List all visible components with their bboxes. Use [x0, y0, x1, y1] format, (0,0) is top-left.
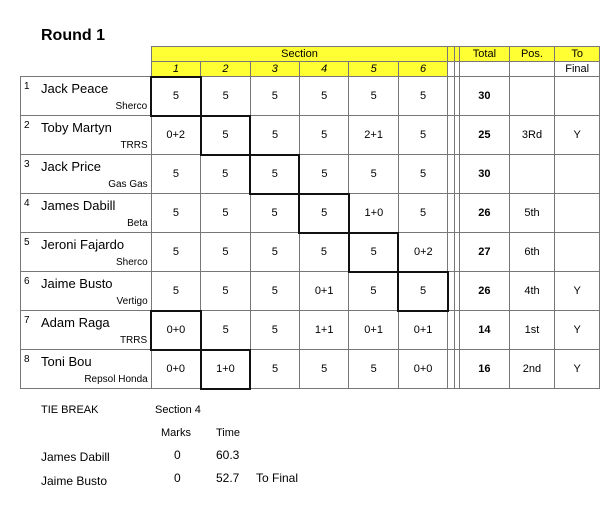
pos-header: Pos.: [509, 47, 555, 62]
rider-rows: [21, 77, 600, 389]
total-score: 26: [460, 272, 510, 311]
section-score: 5: [299, 116, 348, 155]
to-final: Y: [555, 272, 600, 311]
section-score: 5: [250, 272, 299, 311]
section-score: 5: [201, 311, 250, 350]
tiebreak-marks: 0: [174, 448, 181, 462]
to-final: Y: [555, 350, 600, 389]
rider-cell: [21, 155, 152, 194]
section-score: 5: [398, 155, 447, 194]
rider-number: 7: [24, 315, 30, 326]
position: [509, 77, 555, 116]
rider-bike: Beta: [127, 218, 148, 229]
section-score: 5: [349, 272, 398, 311]
tiebreak-time: 52.7: [216, 471, 240, 485]
rider-bike: TRRS: [119, 335, 148, 346]
rider-name: James Dabill: [41, 198, 116, 213]
section-score: 0+1: [299, 272, 348, 311]
rider-name: Toni Bou: [41, 354, 92, 369]
header-row-section: [21, 47, 600, 62]
section-score: 5: [398, 272, 447, 311]
section-score: 5: [299, 77, 348, 116]
section-score: 5: [250, 194, 299, 233]
section-number: 2: [201, 62, 250, 77]
section-score: 5: [151, 233, 200, 272]
section-score: 5: [398, 194, 447, 233]
rider-number: 5: [24, 237, 30, 248]
section-number: 6: [398, 62, 447, 77]
to-final: Y: [555, 116, 600, 155]
section-score: 0+1: [349, 311, 398, 350]
section-score: 5: [201, 233, 250, 272]
rider-name: Jaime Busto: [41, 276, 113, 291]
to-final: [555, 233, 600, 272]
section-score: 0+0: [151, 311, 200, 350]
tiebreak-time: 60.3: [216, 448, 240, 462]
section-score: 5: [151, 77, 200, 116]
position: 1st: [509, 311, 555, 350]
section-number: 3: [250, 62, 299, 77]
rider-row: [21, 194, 600, 233]
total-score: 27: [460, 233, 510, 272]
rider-row: [21, 77, 600, 116]
total-score: 25: [460, 116, 510, 155]
rider-cell: [21, 194, 152, 233]
rider-bike: Sherco: [116, 257, 148, 268]
position: 3Rd: [509, 116, 555, 155]
tiebreak-rider-name: James Dabill: [41, 450, 110, 464]
final-header: Final: [555, 62, 600, 77]
rider-bike: Repsol Honda: [84, 374, 148, 385]
section-number: 4: [299, 62, 348, 77]
section-score: 5: [349, 233, 398, 272]
section-score: 2+1: [349, 116, 398, 155]
rider-row: [21, 350, 600, 389]
section-score: 5: [349, 77, 398, 116]
total-score: 16: [460, 350, 510, 389]
to-final: [555, 155, 600, 194]
rider-number: 2: [24, 120, 30, 131]
tiebreak-time-header: Time: [216, 427, 241, 439]
section-score: 0+1: [398, 311, 447, 350]
rider-number: 4: [24, 198, 30, 209]
section-score: 5: [250, 311, 299, 350]
rider-cell: [21, 116, 152, 155]
section-score: 5: [250, 350, 299, 389]
rider-row: [21, 116, 600, 155]
section-score: 5: [349, 350, 398, 389]
rider-name: Jeroni Fajardo: [41, 237, 125, 252]
total-score: 14: [460, 311, 510, 350]
section-score: 5: [299, 155, 348, 194]
rider-name: Toby Martyn: [41, 120, 112, 135]
section-score: 5: [250, 155, 299, 194]
tiebreak-section: Section 4: [155, 404, 201, 416]
rider-cell: [21, 311, 152, 350]
to-final: [555, 194, 600, 233]
section-score: 5: [349, 155, 398, 194]
section-score: 5: [250, 116, 299, 155]
tiebreak-marks-header: Marks: [161, 427, 191, 439]
section-number: 1: [151, 62, 200, 77]
section-score: 5: [398, 77, 447, 116]
to-final: Y: [555, 311, 600, 350]
rider-number: 1: [24, 81, 30, 92]
section-score: 0+0: [398, 350, 447, 389]
section-score: 1+0: [349, 194, 398, 233]
section-score: 5: [299, 233, 348, 272]
rider-cell: [21, 77, 152, 116]
tiebreak-note: To Final: [256, 471, 299, 485]
rider-cell: [21, 272, 152, 311]
section-score: 5: [201, 194, 250, 233]
total-score: 30: [460, 155, 510, 194]
section-score: 5: [299, 194, 348, 233]
total-header: Total: [460, 47, 510, 62]
rider-bike: Vertigo: [116, 296, 148, 307]
rider-bike: Sherco: [115, 101, 148, 112]
position: 5th: [509, 194, 555, 233]
section-score: 5: [398, 116, 447, 155]
rider-number: 8: [24, 354, 30, 365]
rider-bike: TRRS: [120, 140, 148, 151]
rider-row: [21, 233, 600, 272]
position: [509, 155, 555, 194]
header-row-numbers: [21, 62, 600, 77]
to-header: To: [555, 47, 600, 62]
rider-row: [21, 311, 600, 350]
section-score: 0+2: [151, 116, 200, 155]
section-score: 1+1: [299, 311, 348, 350]
section-number: 5: [349, 62, 398, 77]
rider-number: 6: [24, 276, 30, 287]
tiebreak-rider-name: Jaime Busto: [41, 474, 108, 488]
rider-row: [21, 155, 600, 194]
section-score: 5: [250, 233, 299, 272]
total-score: 26: [460, 194, 510, 233]
position: 6th: [509, 233, 555, 272]
tiebreak-marks: 0: [174, 471, 181, 485]
rider-name: Jack Peace: [41, 81, 109, 96]
section-score: 5: [151, 194, 200, 233]
rider-cell: [21, 350, 152, 389]
rider-name: Adam Raga: [41, 315, 110, 330]
rider-row: [21, 272, 600, 311]
round-title: Round 1: [41, 27, 105, 44]
section-score: 5: [201, 272, 250, 311]
total-score: 30: [460, 77, 510, 116]
section-score: 5: [201, 77, 250, 116]
section-score: 5: [151, 272, 200, 311]
rider-bike: Gas Gas: [108, 179, 148, 190]
section-score: 5: [299, 350, 348, 389]
rider-cell: [21, 233, 152, 272]
rider-name: Jack Price: [41, 159, 101, 174]
section-score: 0+0: [151, 350, 200, 389]
to-final: [555, 77, 600, 116]
section-score: 5: [201, 155, 250, 194]
position: 2nd: [509, 350, 555, 389]
position: 4th: [509, 272, 555, 311]
section-score: 5: [201, 116, 250, 155]
rider-number: 3: [24, 159, 30, 170]
section-score: 5: [151, 155, 200, 194]
section-score: 5: [250, 77, 299, 116]
results-table: [20, 46, 600, 390]
tiebreak-label: TIE BREAK: [41, 404, 99, 416]
section-score: 0+2: [398, 233, 447, 272]
section-score: 1+0: [201, 350, 250, 389]
section-header: Section: [151, 47, 448, 62]
